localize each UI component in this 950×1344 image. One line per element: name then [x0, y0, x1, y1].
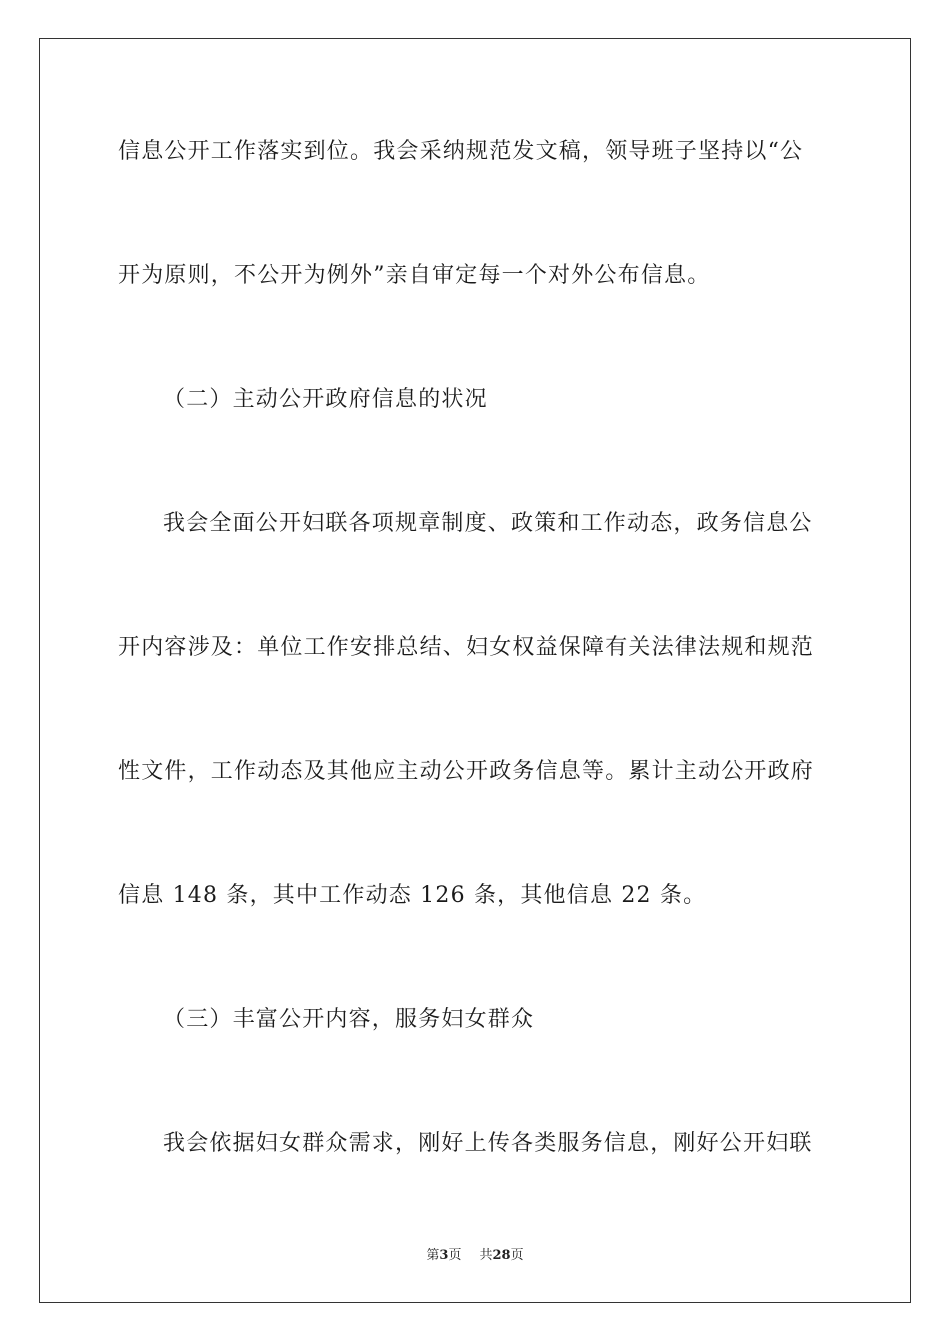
paragraph-line: 信息 148 条，其中工作动态 126 条，其他信息 22 条。 [118, 883, 707, 908]
section-heading: （二）主动公开政府信息的状况 [163, 387, 488, 412]
total-pages: 28 [492, 1248, 511, 1263]
paragraph-line: 开内容涉及：单位工作安排总结、妇女权益保障有关法律法规和规范 [118, 635, 815, 660]
paragraph-line: 信息公开工作落实到位。我会采纳规范发文稿，领导班子坚持以“公 [118, 139, 804, 164]
paragraph-line: 性文件，工作动态及其他应主动公开政务信息等。累计主动公开政府 [118, 759, 815, 784]
page-frame [39, 38, 911, 1303]
paragraph-line: 开为原则，不公开为例外”亲自审定每一个对外公布信息。 [118, 263, 711, 288]
total-suffix: 页 [510, 1248, 524, 1263]
page-prefix: 第 [426, 1248, 440, 1263]
page-number: 3 [439, 1248, 449, 1263]
section-heading: （三）丰富公开内容，服务妇女群众 [163, 1007, 535, 1032]
paragraph-line: 我会依据妇女群众需求，刚好上传各类服务信息，刚好公开妇联 [163, 1131, 813, 1156]
page-footer [0, 1247, 950, 1265]
paragraph-line: 我会全面公开妇联各项规章制度、政策和工作动态，政务信息公 [163, 511, 813, 536]
page-suffix: 页 [448, 1248, 462, 1263]
total-prefix: 共 [479, 1248, 493, 1263]
